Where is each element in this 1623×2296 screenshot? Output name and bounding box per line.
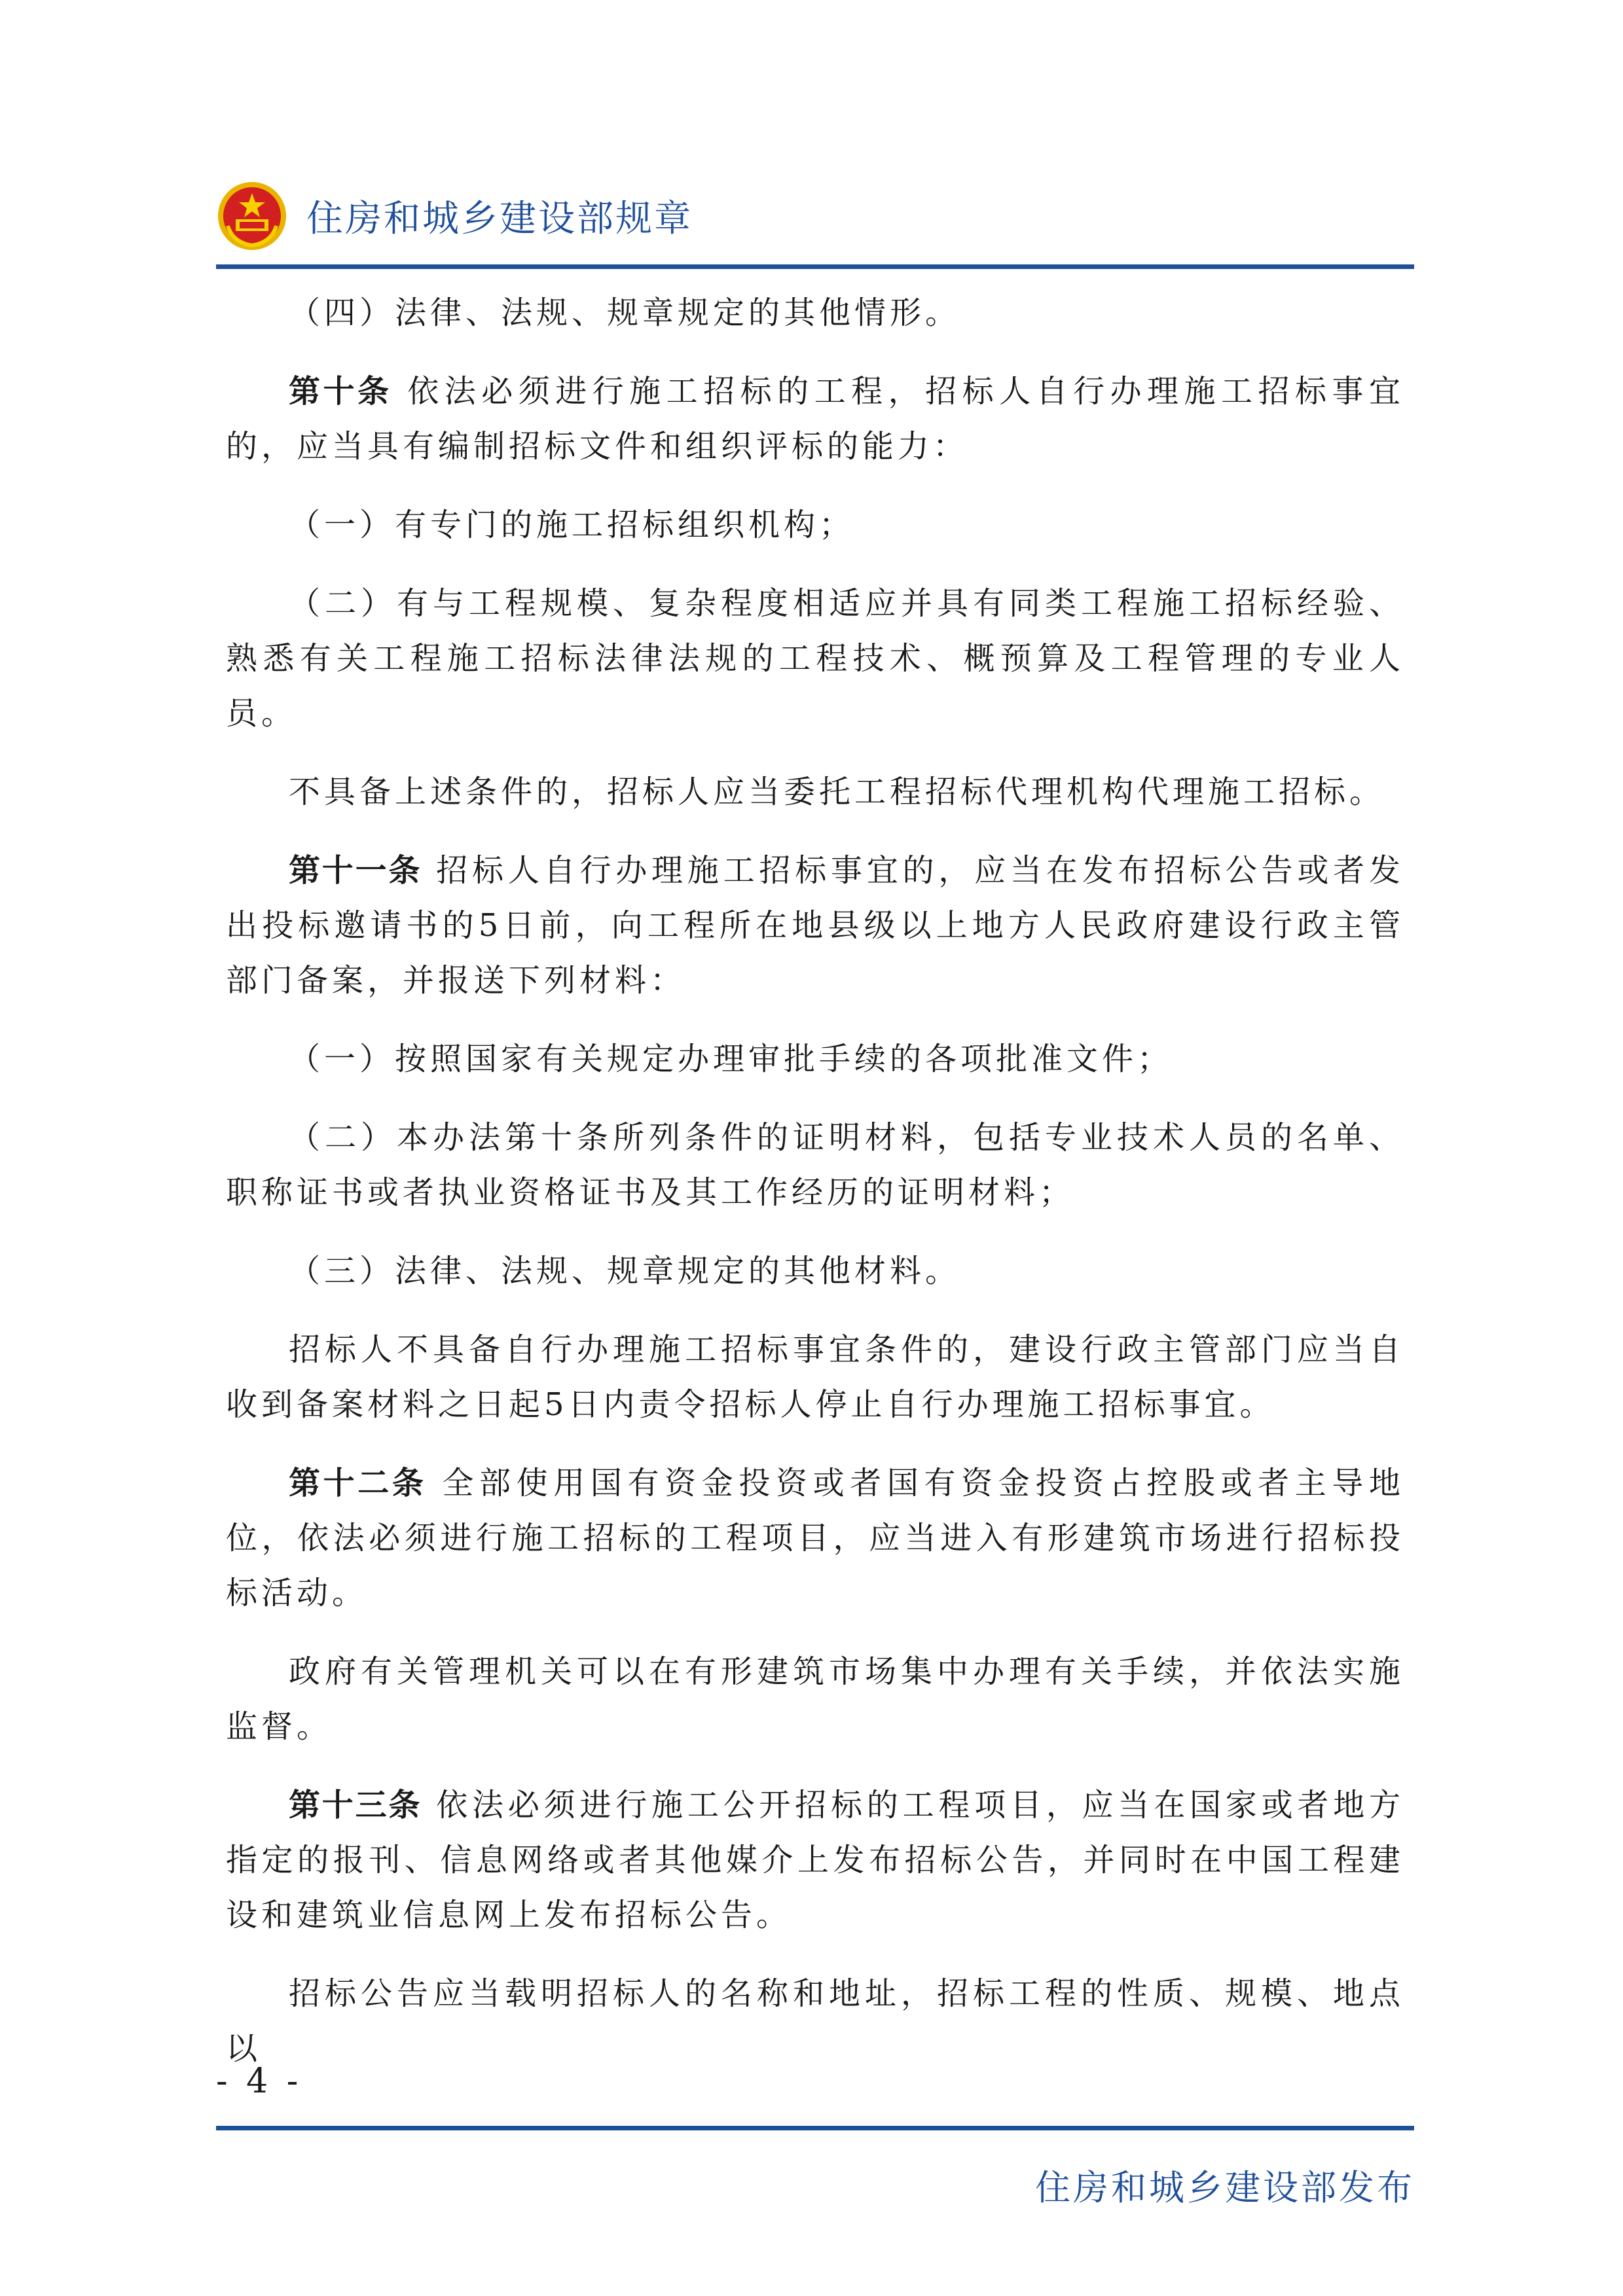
paragraph: [226, 1644, 1404, 1754]
paragraph-text: （四）法律、法规、规章规定的其他情形。: [289, 295, 961, 331]
header-divider: [216, 264, 1414, 269]
paragraph-text: （一）有专门的施工招标组织机构；: [289, 507, 855, 543]
paragraph-text: 全部使用国有资金投资或者国有资金投资占控股或者主导地位，依法必须进行施工招标的工程项目，应当进入有形建筑市场进行招标投标活动。: [226, 1465, 1404, 1611]
article-number: 第十一条: [289, 852, 422, 889]
paragraph: [226, 497, 1404, 552]
paragraph-text: （二）有与工程规模、复杂程度相适应并具有同类工程施工招标经验、熟悉有关工程施工招标法律法规的工程技术、概预算及工程管理的专业人员。: [226, 585, 1404, 732]
header-title: 住房和城乡建设部规章: [306, 198, 693, 240]
paragraph: [226, 1110, 1404, 1220]
article-number: 第十三条: [289, 1787, 422, 1823]
paragraph-text: 政府有关管理机关可以在有形建筑市场集中办理有关手续，并依法实施监督。: [226, 1653, 1404, 1745]
paragraph-text: 不具备上述条件的，招标人应当委托工程招标代理机构代理施工招标。: [289, 774, 1385, 810]
page-header: [216, 177, 693, 255]
article-number: 第十二条: [289, 1465, 427, 1501]
paragraph-text: 招标公告应当载明招标人的名称和地址，招标工程的性质、规模、地点以: [226, 1975, 1404, 2067]
paragraph-text: 招标人自行办理施工招标事宜的，应当在发布招标公告或者发出投标邀请书的5日前，向工程所在地县级以上地方人民政府建设行政主管部门备案，并报送下列材料：: [226, 852, 1404, 999]
paragraph: [226, 843, 1404, 1008]
article-number: 第十条: [289, 373, 392, 410]
paragraph-text: 依法必须进行施工招标的工程，招标人自行办理施工招标事宜的，应当具有编制招标文件和组织评标的能力：: [226, 373, 1404, 465]
paragraph: [226, 1031, 1404, 1086]
paragraph: [226, 285, 1404, 340]
paragraph-text: （二）本办法第十条所列条件的证明材料，包括专业技术人员的名单、职称证书或者执业资格证书及其工作经历的证明材料；: [226, 1119, 1404, 1211]
paragraph: [226, 764, 1404, 819]
document-body: [226, 285, 1404, 2100]
footer-publisher: 住房和城乡建设部发布: [1035, 2167, 1415, 2208]
paragraph-text: （三）法律、法规、规章规定的其他材料。: [289, 1253, 961, 1289]
paragraph-text: 依法必须进行施工公开招标的工程项目，应当在国家或者地方指定的报刊、信息网络或者其他媒介上发布招标公告，并同时在中国工程建设和建筑业信息网上发布招标公告。: [226, 1787, 1404, 1933]
national-emblem-icon: [216, 180, 288, 252]
paragraph: [226, 1322, 1404, 1432]
paragraph-text: （一）按照国家有关规定办理审批手续的各项批准文件；: [289, 1041, 1173, 1077]
paragraph: [226, 364, 1404, 474]
paragraph: [226, 1244, 1404, 1299]
footer-divider: [216, 2126, 1414, 2130]
paragraph: [226, 1778, 1404, 1943]
paragraph: [226, 1456, 1404, 1621]
paragraph: [226, 1966, 1404, 2076]
paragraph-text: 招标人不具备自行办理施工招标事宜条件的，建设行政主管部门应当自收到备案材料之日起5日内责令招标人停止自行办理施工招标事宜。: [226, 1331, 1404, 1423]
paragraph: [226, 576, 1404, 741]
page-number: - 4 -: [216, 2062, 302, 2101]
